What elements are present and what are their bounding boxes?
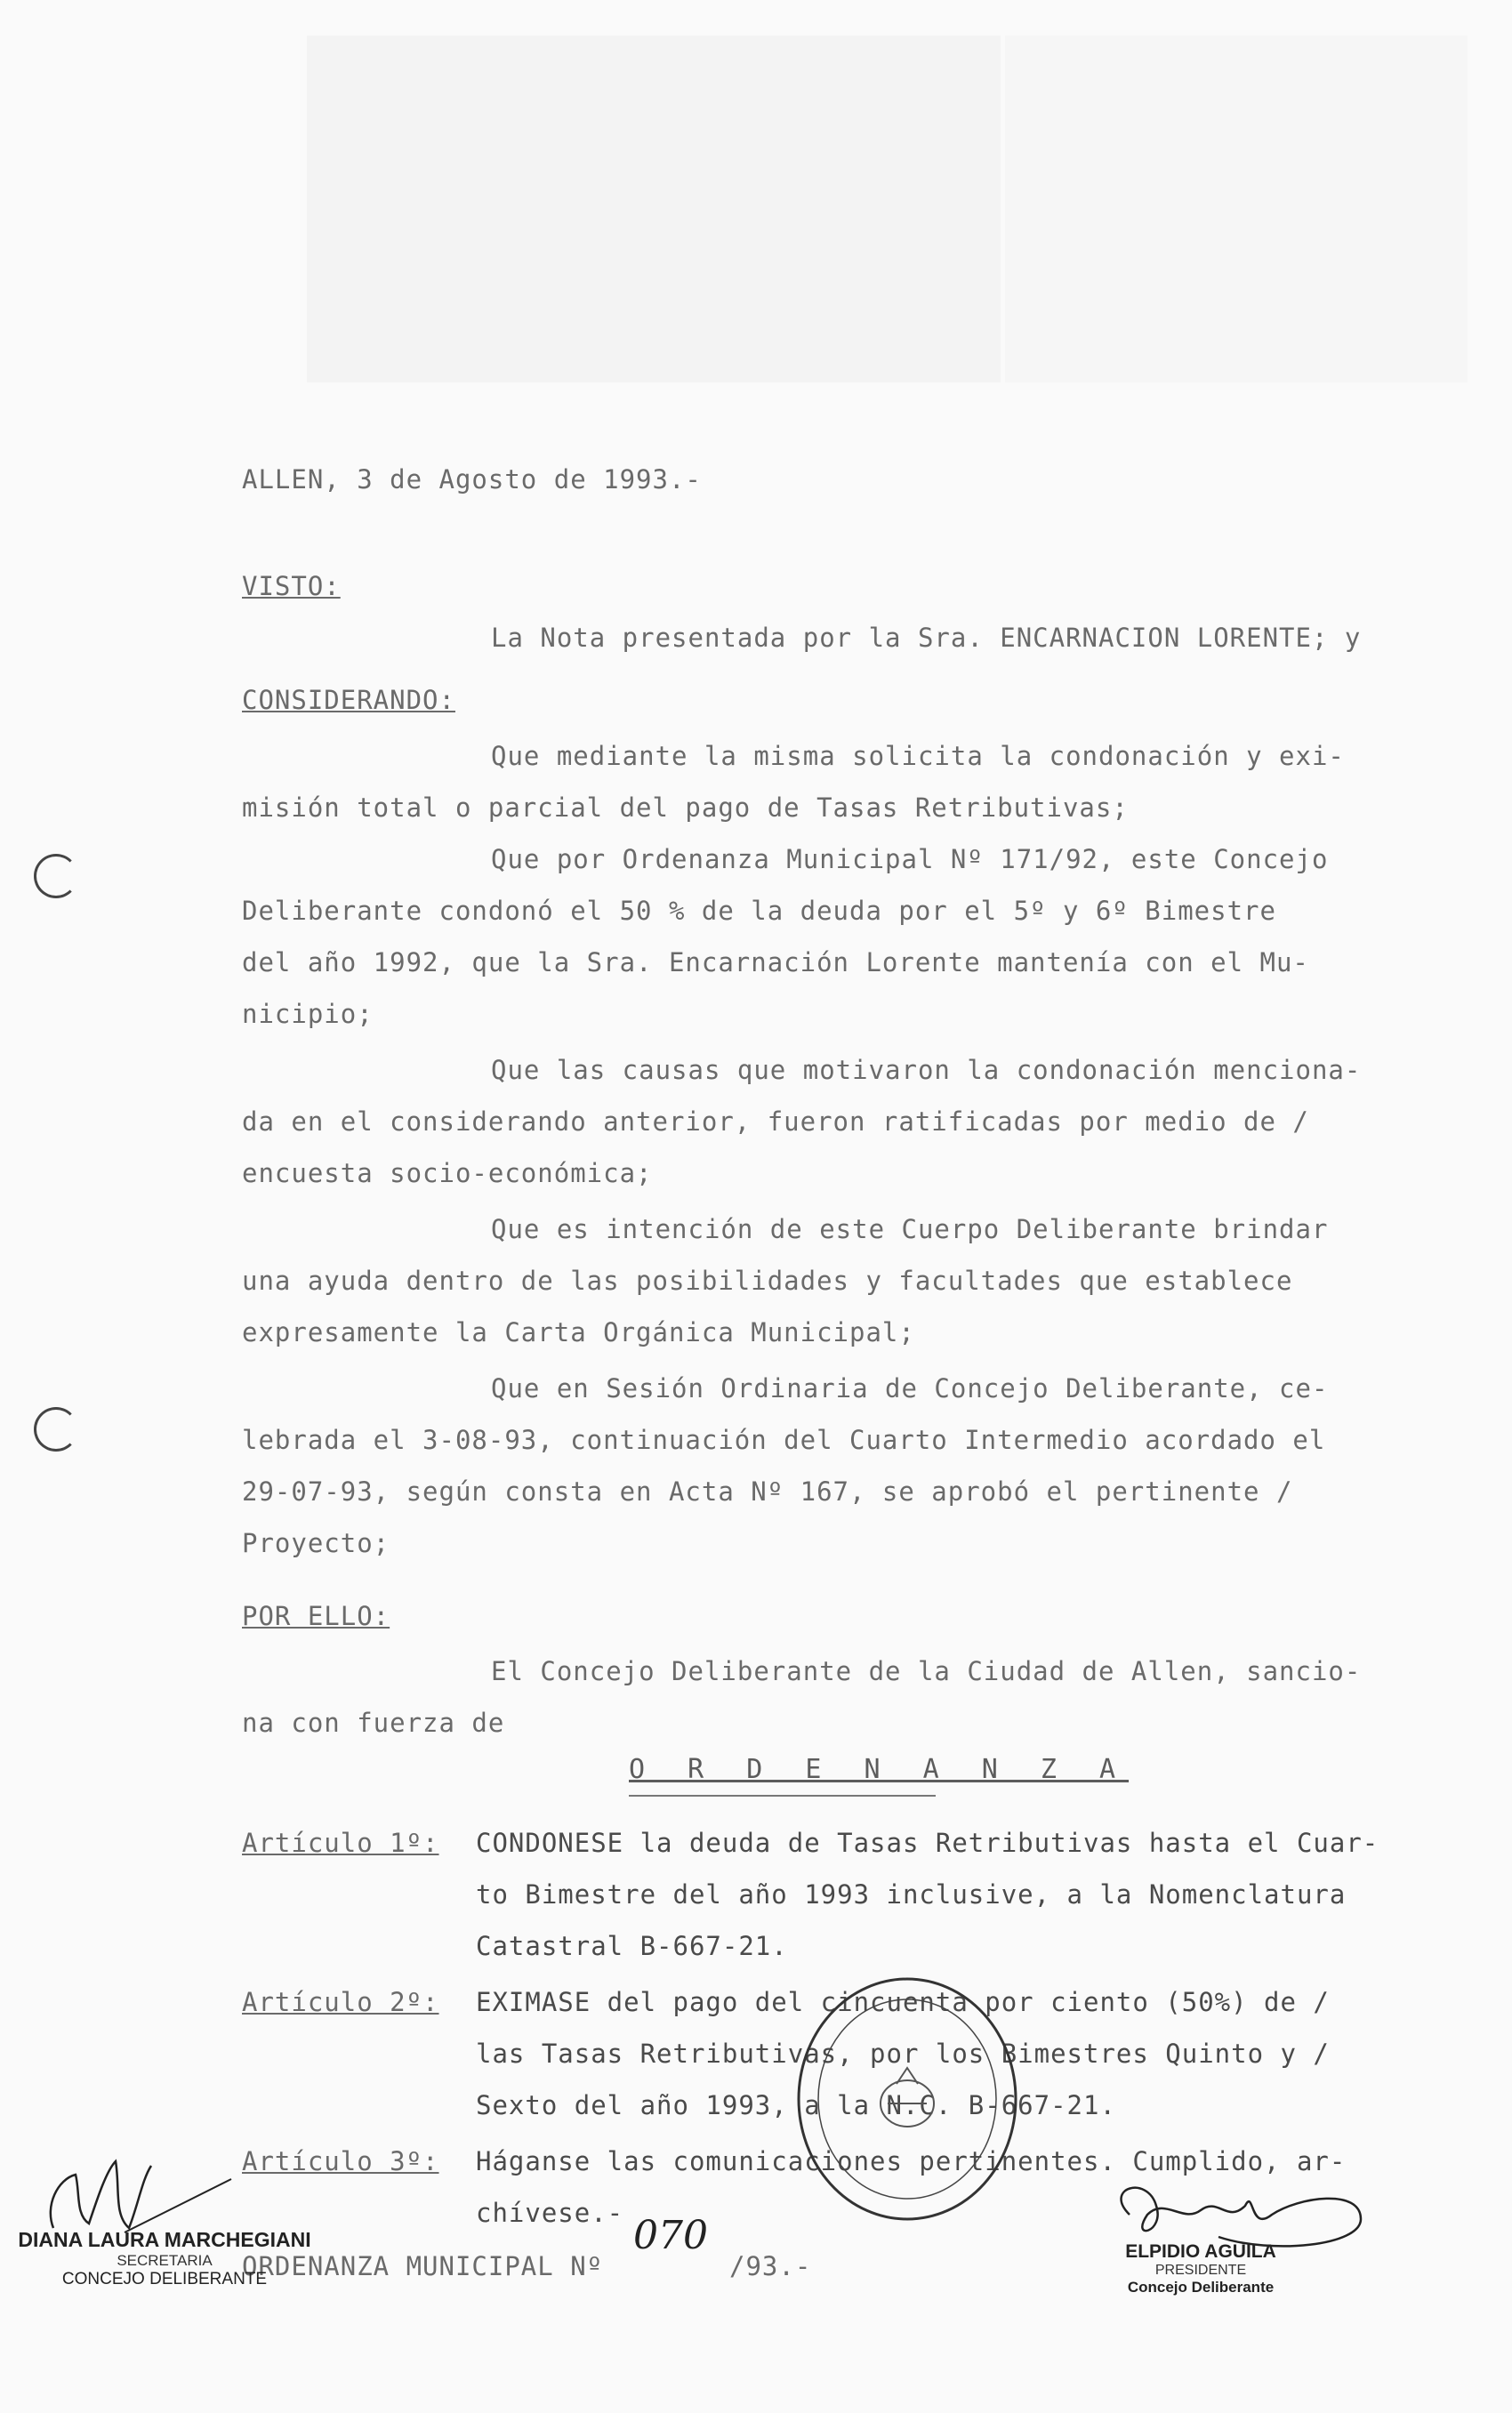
considerando-line: 29-07-93, según consta en Acta Nº 167, se aprobó el pertinente /	[242, 1476, 1293, 1507]
considerando-line: nicipio;	[242, 999, 374, 1029]
president-org: Concejo Deliberante	[1127, 2279, 1275, 2296]
signature-left	[27, 2144, 240, 2241]
visto-text: La Nota presentada por la Sra. ENCARNACION LORENTE; y	[491, 623, 1362, 653]
date-line: ALLEN, 3 de Agosto de 1993.-	[242, 464, 702, 495]
considerando-line: expresamente la Carta Orgánica Municipal;	[242, 1317, 915, 1347]
considerando-line: Que es intención de este Cuerpo Deliberante brindar	[491, 1214, 1329, 1244]
considerando-line: del año 1992, que la Sra. Encarnación Lorente mantenía con el Mu-	[242, 947, 1309, 977]
secretary-role: SECRETARIA	[117, 2252, 213, 2269]
scan-shadow-left	[307, 36, 1001, 382]
article-3-line: Háganse las comunicaciones pertinentes. Cumplido, ar-	[476, 2146, 1347, 2176]
article-1-label: Artículo 1º:	[242, 1828, 439, 1858]
ordenanza-title: O R D E N A N Z A	[629, 1754, 1130, 1785]
por-ello-line: El Concejo Deliberante de la Ciudad de Allen, sancio-	[491, 1656, 1362, 1686]
stamp-president	[1067, 2241, 1334, 2296]
considerando-line: Deliberante condonó el 50 % de la deuda por el 5º y 6º Bimestre	[242, 896, 1276, 926]
considerando-line: Que en Sesión Ordinaria de Concejo Deliberante, ce-	[491, 1373, 1329, 1404]
scan-shadow-right	[1005, 36, 1468, 382]
considerando-heading: CONSIDERANDO:	[242, 685, 455, 715]
ordinance-prefix: ORDENANZA MUNICIPAL Nº	[242, 2251, 604, 2281]
considerando-line: Que las causas que motivaron la condonación menciona-	[491, 1055, 1362, 1085]
considerando-line: misión total o parcial del pago de Tasas Retributivas;	[242, 792, 1129, 823]
title-double-underline	[629, 1795, 936, 1797]
article-3-label: Artículo 3º:	[242, 2146, 439, 2176]
article-1-line: Catastral B-667-21.	[476, 1931, 788, 1961]
considerando-line: da en el considerando anterior, fueron ratificadas por medio de /	[242, 1106, 1309, 1137]
por-ello-line: na con fuerza de	[242, 1708, 505, 1738]
stamp-secretary	[0, 2228, 329, 2289]
article-2-line: Sexto del año 1993, a la N.C. B-667-21.	[476, 2090, 1116, 2120]
president-role: PRESIDENTE	[1154, 2263, 1247, 2278]
considerando-line: Proyecto;	[242, 1528, 390, 1558]
municipal-seal	[792, 1970, 1023, 2228]
article-2-line: las Tasas Retributivas, por los Bimestres Quinto y /	[476, 2039, 1330, 2069]
article-1-line: CONDONESE la deuda de Tasas Retributivas hasta el Cuar-	[476, 1828, 1379, 1858]
visto-heading: VISTO:	[242, 571, 341, 601]
ordinance-suffix: /93.-	[729, 2251, 812, 2281]
considerando-line: encuesta socio-económica;	[242, 1158, 653, 1188]
punch-hole-top	[34, 854, 78, 898]
secretary-org: CONCEJO DELIBERANTE	[61, 2270, 268, 2288]
article-2-line: EXIMASE del pago del cincuenta por ciento (50%) de /	[476, 1987, 1330, 2017]
article-2-label: Artículo 2º:	[242, 1987, 439, 2017]
punch-hole-bottom	[34, 1407, 78, 1452]
ordinance-number-handwritten: 070	[633, 2213, 708, 2258]
article-3-line: chívese.-	[476, 2198, 624, 2228]
article-1-line: to Bimestre del año 1993 inclusive, a la Nomenclatura	[476, 1879, 1347, 1910]
considerando-line: lebrada el 3-08-93, continuación del Cuarto Intermedio acordado el	[242, 1425, 1326, 1455]
secretary-name: DIANA LAURA MARCHEGIANI	[18, 2228, 311, 2251]
considerando-line: Que mediante la misma solicita la condonación y exi-	[491, 741, 1345, 771]
considerando-line: una ayuda dentro de las posibilidades y facultades que establece	[242, 1266, 1293, 1296]
considerando-line: Que por Ordenanza Municipal Nº 171/92, este Concejo	[491, 844, 1329, 874]
por-ello-heading: POR ELLO:	[242, 1601, 390, 1631]
president-name: ELPIDIO AGUILA	[1125, 2241, 1276, 2262]
